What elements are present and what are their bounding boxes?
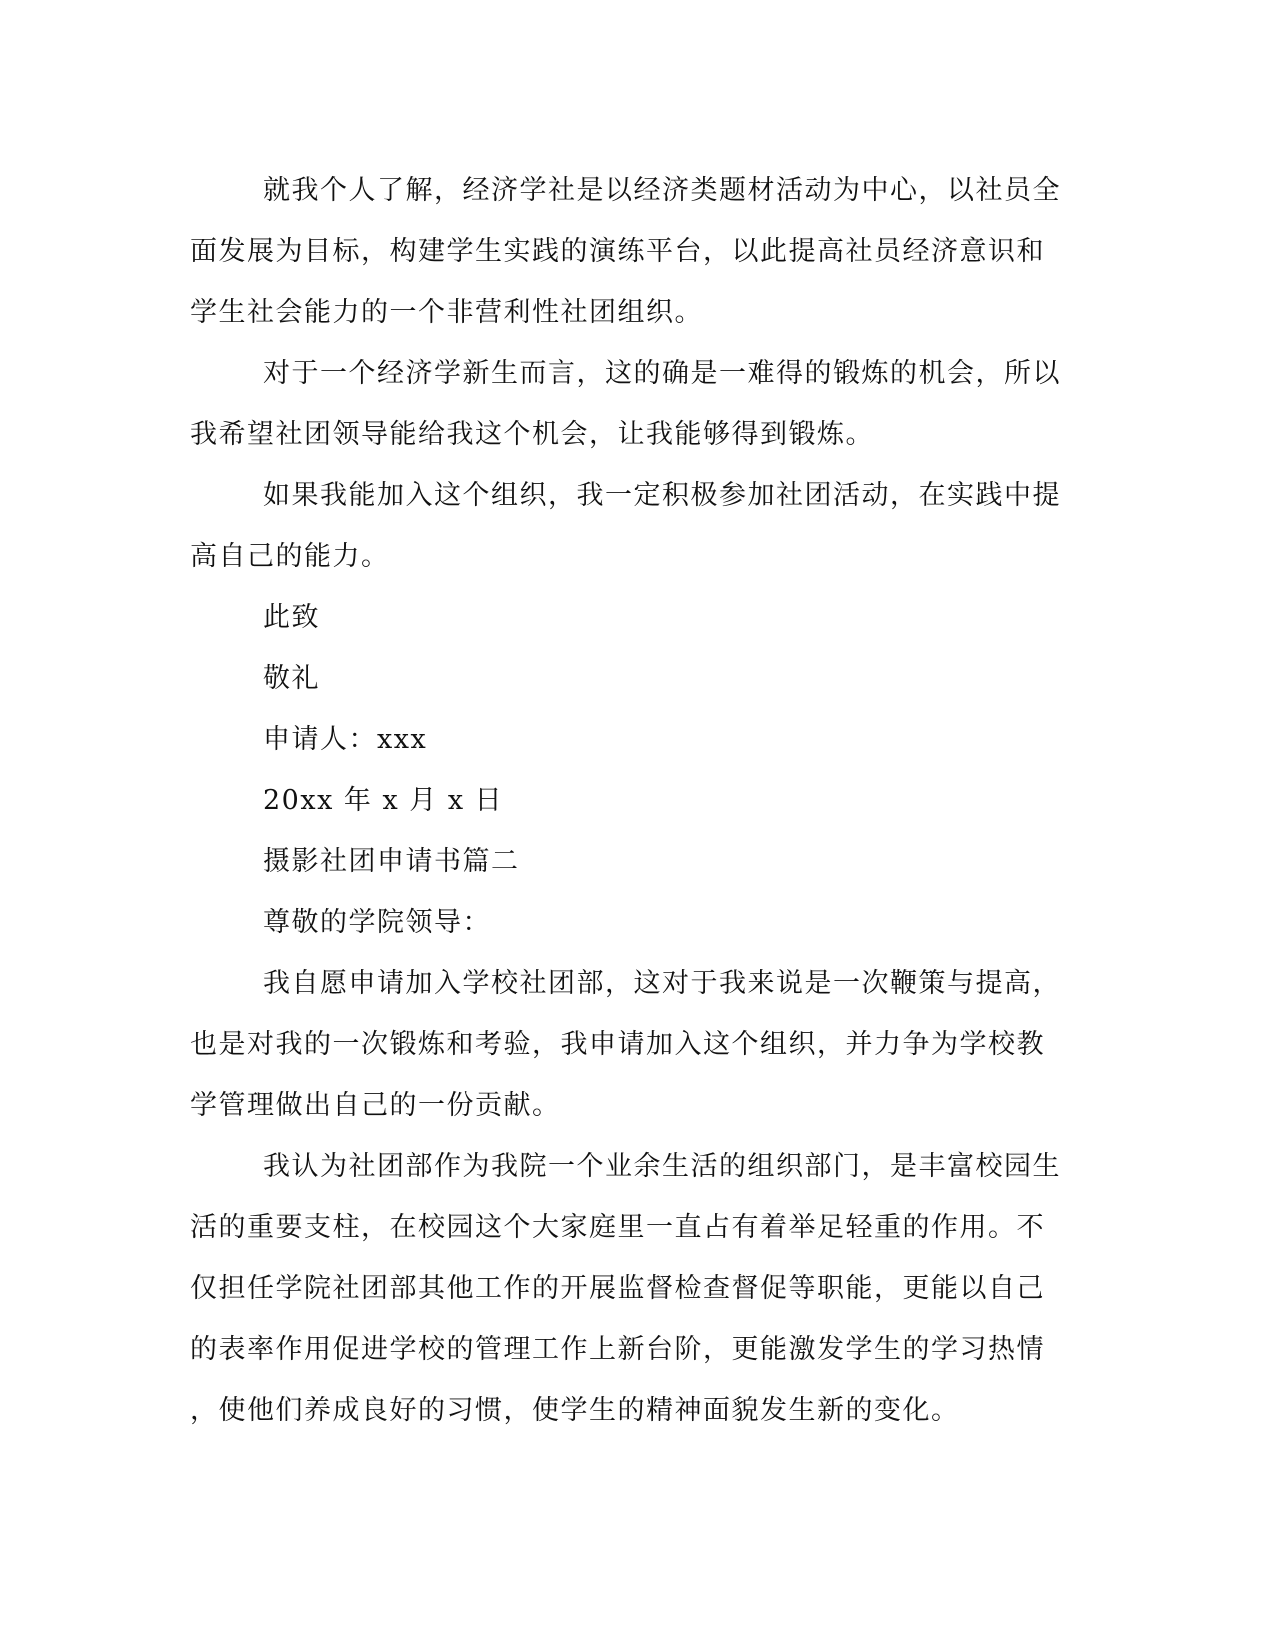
section-title: 摄影社团申请书篇二 — [263, 846, 520, 877]
paragraph-1-line-3: 学生社会能力的一个非营利性社团组织。 — [190, 297, 703, 328]
paragraph-5-line-4: 的表率作用促进学校的管理工作上新台阶，更能激发学生的学习热情 — [190, 1334, 1045, 1365]
applicant-signature: 申请人：xxx — [263, 724, 428, 755]
paragraph-3-line-1: 如果我能加入这个组织，我一定积极参加社团活动，在实践中提 — [263, 480, 1061, 511]
closing-regards: 敬礼 — [263, 663, 320, 694]
paragraph-5-line-3: 仅担任学院社团部其他工作的开展监督检查督促等职能，更能以自己 — [190, 1273, 1045, 1304]
paragraph-2-line-1: 对于一个经济学新生而言，这的确是一难得的锻炼的机会，所以 — [263, 358, 1061, 389]
greeting: 尊敬的学院领导： — [263, 907, 491, 938]
paragraph-2-line-2: 我希望社团领导能给我这个机会，让我能够得到锻炼。 — [190, 419, 874, 450]
document-body — [190, 160, 1070, 1441]
closing-salutation: 此致 — [263, 602, 320, 633]
paragraph-1-line-1: 就我个人了解，经济学社是以经济类题材活动为中心，以社员全 — [263, 175, 1061, 206]
application-date: 20xx 年 x 月 x 日 — [263, 785, 504, 816]
paragraph-3-line-2: 高自己的能力。 — [190, 541, 390, 572]
paragraph-4-line-3: 学管理做出自己的一份贡献。 — [190, 1090, 561, 1121]
paragraph-4-line-2: 也是对我的一次锻炼和考验，我申请加入这个组织，并力争为学校教 — [190, 1029, 1045, 1060]
paragraph-4-line-1: 我自愿申请加入学校社团部，这对于我来说是一次鞭策与提高， — [263, 968, 1061, 999]
paragraph-5-line-5: ，使他们养成良好的习惯，使学生的精神面貌发生新的变化。 — [190, 1395, 960, 1426]
paragraph-5-line-1: 我认为社团部作为我院一个业余生活的组织部门，是丰富校园生 — [263, 1151, 1061, 1182]
paragraph-1-line-2: 面发展为目标，构建学生实践的演练平台，以此提高社员经济意识和 — [190, 236, 1045, 267]
paragraph-5-line-2: 活的重要支柱，在校园这个大家庭里一直占有着举足轻重的作用。不 — [190, 1212, 1045, 1243]
